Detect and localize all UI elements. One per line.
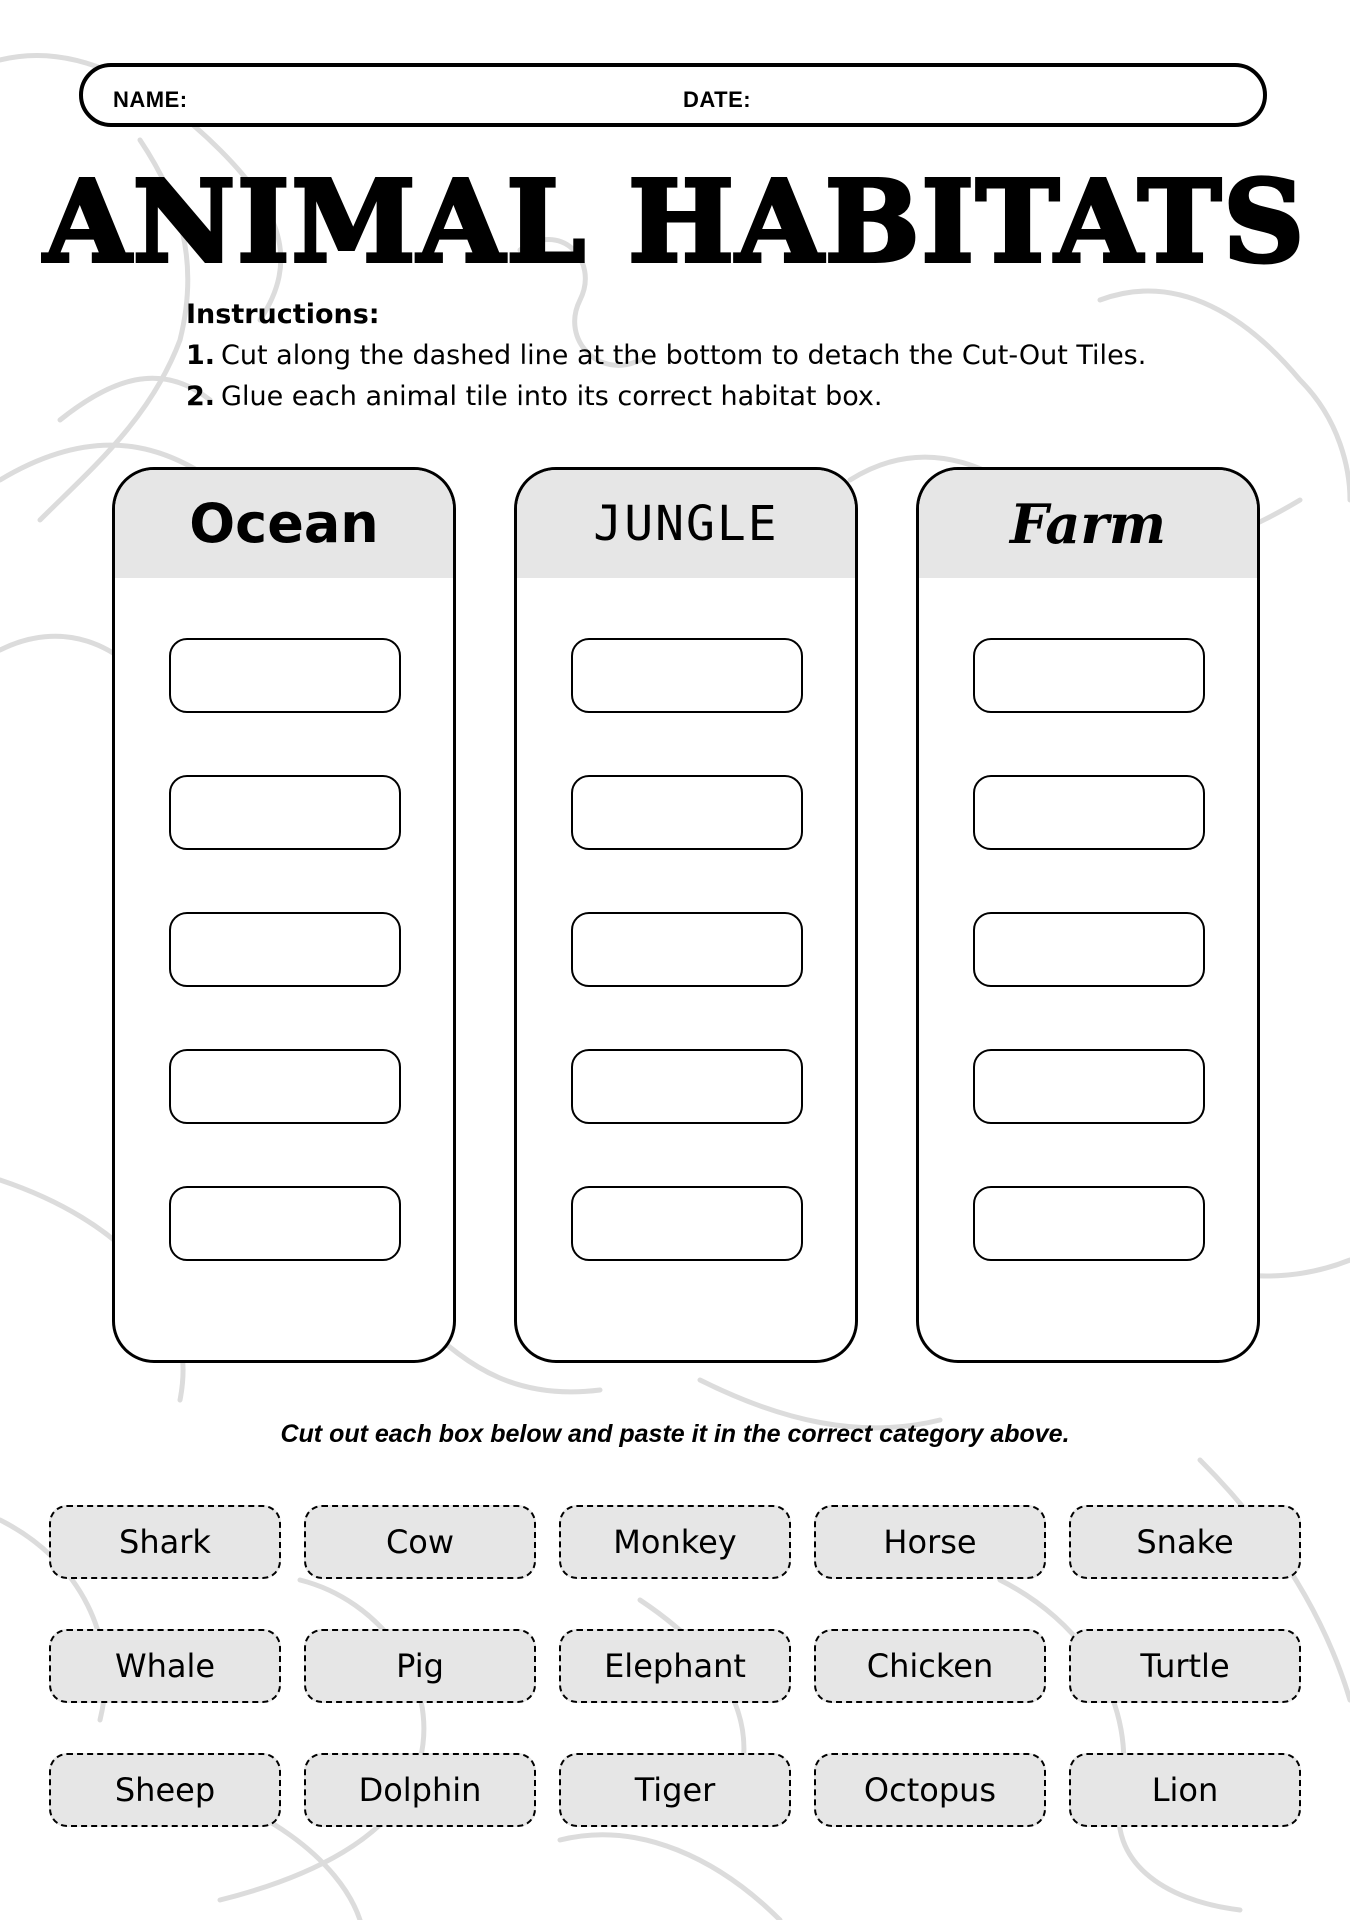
date-label: DATE: (683, 87, 752, 112)
step-text: Cut along the dashed line at the bottom to detach the Cut-Out Tiles. (221, 340, 1147, 371)
paste-slot[interactable] (973, 1186, 1205, 1261)
step-text: Glue each animal tile into its correct habitat box. (221, 381, 883, 412)
animal-tile[interactable]: Snake (1069, 1505, 1301, 1579)
paste-slot[interactable] (973, 638, 1205, 713)
animal-tile[interactable]: Octopus (814, 1753, 1046, 1827)
name-label: NAME: (113, 87, 188, 112)
paste-slot[interactable] (973, 912, 1205, 987)
instructions-heading: Instructions: (186, 299, 380, 330)
instruction-step (186, 335, 1236, 376)
instructions (186, 294, 1236, 417)
animal-tile[interactable]: Chicken (814, 1629, 1046, 1703)
animal-tile[interactable]: Sheep (49, 1753, 281, 1827)
animal-tile[interactable]: Pig (304, 1629, 536, 1703)
name-date-bar (79, 63, 1267, 127)
paste-slot[interactable] (169, 1186, 401, 1261)
habitat-column-farm (916, 467, 1260, 1363)
habitat-column-jungle (514, 467, 858, 1363)
habitat-title-ocean: Ocean (115, 470, 453, 578)
step-number: 2. (186, 381, 216, 412)
paste-slot[interactable] (169, 912, 401, 987)
paste-slot[interactable] (973, 1049, 1205, 1124)
paste-slot[interactable] (571, 1186, 803, 1261)
paste-slot[interactable] (571, 638, 803, 713)
animal-tile[interactable]: Shark (49, 1505, 281, 1579)
animal-tile[interactable]: Elephant (559, 1629, 791, 1703)
instruction-step (186, 376, 1236, 417)
cut-out-note: Cut out each box below and paste it in the correct category above. (280, 1420, 1070, 1448)
habitat-title-farm: Farm (919, 470, 1257, 578)
animal-tile[interactable]: Cow (304, 1505, 536, 1579)
paste-slot[interactable] (169, 775, 401, 850)
habitat-column-ocean (112, 467, 456, 1363)
animal-tile[interactable]: Horse (814, 1505, 1046, 1579)
paste-slot[interactable] (571, 1049, 803, 1124)
habitat-title-jungle: JUNGLE (517, 470, 855, 578)
paste-slot[interactable] (973, 775, 1205, 850)
animal-tile[interactable]: Tiger (559, 1753, 791, 1827)
animal-tile[interactable]: Turtle (1069, 1629, 1301, 1703)
paste-slot[interactable] (169, 638, 401, 713)
animal-tile[interactable]: Lion (1069, 1753, 1301, 1827)
paste-slot[interactable] (571, 775, 803, 850)
animal-tile[interactable]: Whale (49, 1629, 281, 1703)
animal-tile[interactable]: Dolphin (304, 1753, 536, 1827)
page-title: ANIMAL HABITATS (43, 157, 1307, 288)
paste-slot[interactable] (169, 1049, 401, 1124)
step-number: 1. (186, 340, 216, 371)
paste-slot[interactable] (571, 912, 803, 987)
animal-tile[interactable]: Monkey (559, 1505, 791, 1579)
